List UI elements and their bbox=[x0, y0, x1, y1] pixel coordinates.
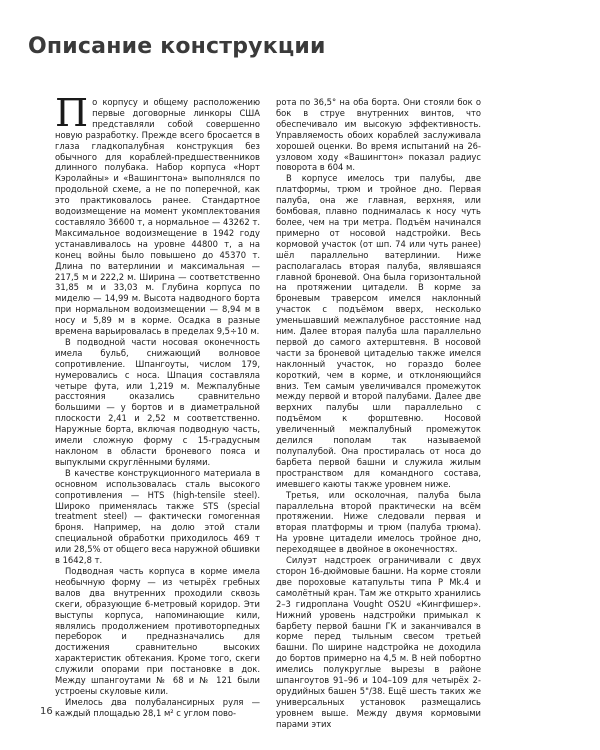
paragraph-text: о корпусу и общему расположению первые договорные линкоры США представляли собой совершенно новую разработку. Прежде всего бросается в глаза гладкопалубная конструкция без обычного для кораблей-предшественников длинного полубака. Набор корпуса «Норт Кэролайны» и «Вашингтона» выполнялся по продольной схеме, а не по поперечной, как это практиковалось ранее. Стандартное водоизмещение на момент укомплектования составляло 36600 т, а нормальное — 43262 т. Максимальное водоизмещение в 1942 году устанавливалось на уровне 44800 т, а на конец войны было повышено до 45370 т. Длина по ватерлинии и максимальная — 217,5 м и 222,2 м. Ширина — соответственно 31,85 м и 33,03 м. Глубина корпуса по миделю — 14,99 м. Высота надводного борта при нормальном водоизмещении — 8,94 м в носу и 5,89 м в корме. Осадка в разные времена варьировалась в пределах 9,5÷10 м. bbox=[55, 97, 260, 337]
page-number: 16 bbox=[40, 706, 53, 717]
drop-cap: П bbox=[55, 91, 89, 135]
paragraph: Третья, или осколочная, палуба была параллельна второй практически на всём протяжении. Ниже следовали первая и вторая платформы и трюм (палуба трюма). На уровне цитадели имелось тройное дно, переходящее в двойное в оконечностях. bbox=[276, 489, 481, 555]
paragraph: Силуэт надстроек ограничивали с двух сторон 16-дюймовые башни. На корме стояли две пороховые катапульты типа P Mk.4 и самолётный кран. Там же открыто хранились 2–3 гидроплана Vought OS2U «Кингфишер». Нижний уровень надстройки примыкал к барбету первой башни ГК и заканчивался в корме перед тыльным свесом третьей башни. По ширине надстройка не доходила до бортов примерно на 4,5 м. В ней побортно имелись полукруглые вырезы в районе шпангоутов 91–96 и 104–109 для четырёх 2-орудийных башен 5"/38. Ещё шесть таких же универсальных установок размещались уровнем выше. Между двумя кормовыми парами этих bbox=[276, 555, 481, 729]
paragraph: В корпусе имелось три палубы, две платформы, трюм и тройное дно. Первая палуба, она же главная, верхняя, или бомбовая, плавно поднималась к носу чуть более, чем на три метра. Подъём начинался примерно от носовой надстройки. Весь кормовой участок (от шп. 74 или чуть ранее) шёл параллельно ватерлинии. Ниже располагалась вторая палуба, являвшаяся главной броневой. Она была горизонтальной на протяжении цитадели. В корме за броневым траверсом имелся наклонный участок с подъёмом вверх, несколько уменьшавший межпалубное расстояние над ним. Далее вторая палуба шла параллельно первой до самого ахтерштевня. В носовой части за броневой цитаделью также имелся наклонный участок, но гораздо более короткий, чем в корме, и отклоняющийся вниз. Тем самым увеличивался промежуток между первой и второй палубами. Далее две верхних палубы шли параллельно с подъёмом к форштевню. Носовой увеличенный межпалубный промежуток делился пополам так называемой полупалубой. Она простиралась от носа до барбета первой башни и служила жилым пространством для командного состава, имевшего каюты также уровнем ниже. bbox=[276, 173, 481, 489]
paragraph bbox=[55, 91, 260, 337]
right-text-column bbox=[276, 97, 481, 730]
left-text-column bbox=[55, 91, 260, 719]
paragraph: В подводной части носовая оконечность имела бульб, снижающий волновое сопротивление. Шпангоуты, числом 179, нумеровались с носа. Шпация составляла четыре фута, или 1,219 м. Межпалубные расстояния оказались сравнительно большими — у бортов и в диаметральной плоскости 2,41 и 2,52 м соответственно. Наружные борта, включая подводную часть, имели сложную форму с 15-градусным наклоном в области броневого пояса и выпуклыми скруглёнными булями. bbox=[55, 336, 260, 467]
page-title: Описание конструкции bbox=[28, 34, 326, 59]
paragraph: Подводная часть корпуса в корме имела необычную форму — из четырёх гребных валов два внутренних проходили сквозь скеги, образующие 6-метровый коридор. Эти выступы корпуса, напоминающие кили, являлись продолжением противоторпедных переборок и предназначались для достижения сравнительно высоких характеристик обтекания. Кроме того, скеги служили опорами при постановке в док. Между шпангоутами № 68 и № 121 были устроены скуловые кили. bbox=[55, 565, 260, 696]
paragraph: Имелось два полубалансирных руля — каждый площадью 28,1 м² с углом пово- bbox=[55, 696, 260, 718]
paragraph: рота по 36,5° на оба борта. Они стояли бок о бок в струе внутренних винтов, что обеспечивало им высокую эффективность. Управляемость обоих кораблей заслуживала хорошей оценки. Во время испытаний на 26-узловом ходу «Вашингтон» показал радиус поворота в 604 м. bbox=[276, 97, 481, 173]
paragraph: В качестве конструкционного материала в основном использовалась сталь высокого сопротивления — HTS (high-tensile steel). Широко применялась также STS (special treatment steel) — фактически гомогенная броня. Например, на долю этой стали специальной обработки приходилось 469 т или 28,5% от общего веса наружной обшивки в 1642,8 т. bbox=[55, 467, 260, 566]
